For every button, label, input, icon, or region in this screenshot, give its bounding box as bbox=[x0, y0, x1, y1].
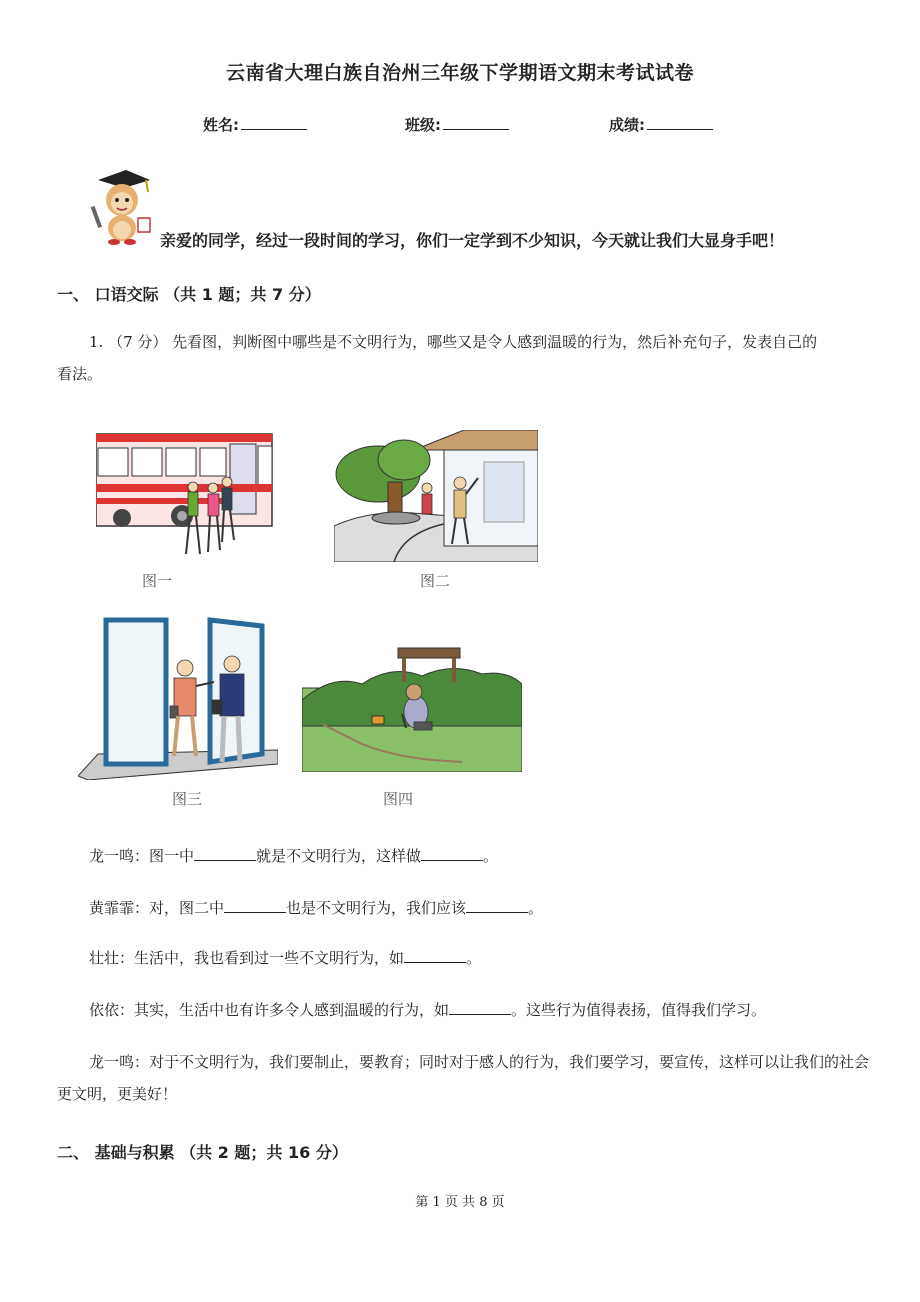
picture-door bbox=[78, 614, 278, 780]
score-blank[interactable] bbox=[647, 115, 713, 130]
page-number: 第 1 页 共 8 页 bbox=[415, 1195, 505, 1210]
caption-picture-3: 图三 bbox=[172, 790, 203, 808]
class-label: 班级: bbox=[405, 116, 441, 134]
picture-tree bbox=[334, 430, 538, 562]
dialog-line-4 bbox=[89, 994, 869, 1026]
dialog-2-part-c: 。 bbox=[528, 899, 544, 917]
page-title: 云南省大理白族自治州三年级下学期语文期末考试试卷 bbox=[225, 62, 694, 84]
answer-blank-1[interactable] bbox=[194, 845, 256, 861]
answer-blank-4[interactable] bbox=[466, 897, 528, 913]
name-field bbox=[203, 114, 307, 135]
name-blank[interactable] bbox=[241, 115, 307, 130]
caption-picture-1: 图一 bbox=[142, 572, 173, 590]
dialog-1-part-a: 龙一鸣：图一中 bbox=[89, 847, 195, 865]
score-field bbox=[609, 114, 713, 135]
dialog-line-3 bbox=[89, 942, 869, 974]
dialog-line-1 bbox=[89, 840, 869, 872]
class-field bbox=[405, 114, 509, 135]
dialog-2-part-a: 黄霏霏：对，图二中 bbox=[89, 899, 225, 917]
closing-paragraph: 龙一鸣：对于不文明行为，我们要制止，要教育；同时对于感人的行为，我们要学习，要宣传，这样可以让我们的社会更文明，更美好！ bbox=[57, 1053, 870, 1103]
picture-bus bbox=[96, 430, 276, 560]
section-heading-basics: 二、 基础与积累 （共 2 题；共 16 分） bbox=[57, 1143, 348, 1162]
score-label: 成绩: bbox=[609, 116, 645, 134]
dialog-1-part-b: 就是不文明行为，这样做 bbox=[256, 847, 422, 865]
greeting-text: 亲爱的同学，经过一段时间的学习，你们一定学到不少知识，今天就让我们大显身手吧！ bbox=[160, 231, 785, 250]
class-blank[interactable] bbox=[443, 115, 509, 130]
answer-blank-2[interactable] bbox=[421, 845, 483, 861]
dialog-line-2 bbox=[89, 892, 869, 924]
dialog-3-part-a: 壮壮：生活中，我也看到过一些不文明行为，如 bbox=[89, 949, 405, 967]
section-heading-oral: 一、 口语交际 （共 1 题；共 7 分） bbox=[57, 285, 321, 304]
dialog-1-part-c: 。 bbox=[483, 847, 499, 865]
caption-picture-4: 图四 bbox=[383, 790, 414, 808]
mascot-image bbox=[88, 166, 156, 246]
dialog-2-part-b: 也是不文明行为，我们应该 bbox=[286, 899, 467, 917]
question-1-text bbox=[89, 326, 869, 358]
dialog-4-part-b: 。这些行为值得表扬，值得我们学习。 bbox=[511, 1001, 767, 1019]
question-1-line1: 1. （7 分） 先看图，判断图中哪些是不文明行为，哪些又是令人感到温暖的行为，然后补充句子，发表自己的 bbox=[89, 333, 818, 351]
picture-garden bbox=[302, 644, 522, 772]
dialog-4-part-a: 依依：其实，生活中也有许多令人感到温暖的行为，如 bbox=[89, 1001, 450, 1019]
caption-picture-2: 图二 bbox=[420, 572, 451, 590]
answer-blank-5[interactable] bbox=[404, 947, 466, 963]
answer-blank-6[interactable] bbox=[449, 999, 511, 1015]
dialog-3-part-b: 。 bbox=[466, 949, 482, 967]
name-label: 姓名: bbox=[203, 116, 239, 134]
question-1-line2: 看法。 bbox=[57, 365, 103, 383]
answer-blank-3[interactable] bbox=[224, 897, 286, 913]
